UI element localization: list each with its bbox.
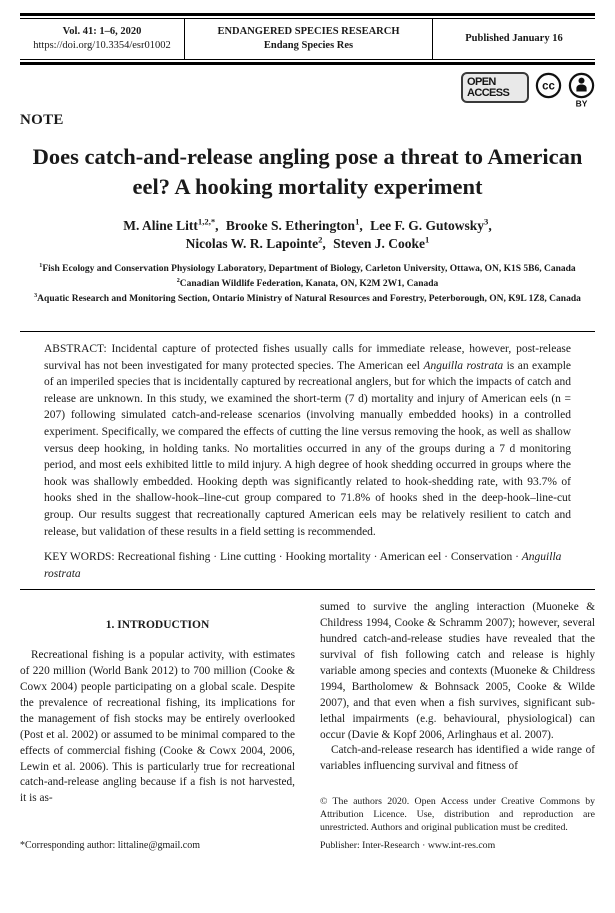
journal-name: ENDANGERED SPECIES RESEARCH (217, 26, 400, 37)
doi-link[interactable]: https://doi.org/10.3354/esr01002 (33, 40, 171, 51)
author: Steven J. Cooke$^1$ (333, 234, 430, 251)
intro-paragraph-left: Recreational fishing is a popular activity, with estimates of 220 million (World Bank 2012) to 700 million (Cooke & Cowx 2004) people participating on a global scale. Despite the prevalence of recreational fishing, its implications for the management of fish stocks may be entirely overlooked (Post et al. 2002) or assumed to be minimal compared to the effects of commercial fishing (Cooke & Cowx 2004, 2006, Lewin et al. 2006). This is particularly true for recreational catch-and-release angling because if a fish is not harvested, it is as- (20, 649, 295, 805)
keywords-text: KEY WORDS: Recreational fishing · Line cutting · Hooking mortality · American eel · Conservation · Anguilla rostrata (44, 551, 562, 580)
cc-by-icon (568, 72, 595, 108)
copyright-notice: © The authors 2020. Open Access under Creative Commons by Attribution Licence. Use, distribution and reproduction are unrestricted. Authors and original publication must be credited. (320, 795, 595, 833)
intro-paragraph-right-1: sumed to survive the angling interaction (Muoneke & Childress 1994, Cooke & Schramm 2007); however, several hundred catch-and-release studies have revealed that the survival of fish following catch and release is highly variable among species and contexts (Muoneke & Childress 1994, Bartholomew & Bohnsack 2005, Cooke & Wilde 2007), and that even when a fish survives, significant sub-lethal impairments (e.g. behavioural, physiological) can occur (Davie & Kopf 2006, Arlinghaus et al. 2007). (320, 601, 595, 741)
affiliation: $^1$Fish Ecology and Conservation Physiology Laboratory, Department of Biology, Carleton University, Ottawa, ON, K1S 5B6, Canada (39, 262, 576, 274)
right-column (320, 594, 595, 852)
publisher-label: Publisher: Inter-Research · (320, 840, 428, 852)
masthead-journal-cell (185, 19, 433, 59)
left-column (20, 594, 295, 852)
abstract-text: ABSTRACT: Incidental capture of protected fishes usually calls for immediate release, however, post-release survival has not been investigated for many protected species. The American eel Anguilla rostrata is an example of an imperiled species that is incidentally captured by recreational anglers, but for which the impacts of catch and release are unknown. In this study, we examined the short-term (7 d) mortality and injury of American eels (n = 207) following simulated catch-and-release scenarios (involving manually embedded hooks) in a controlled experiment. Specifically, we compared the effects of cutting the line versus removing the hook, as well as shallow versus deep hooking, in holding tanks. No mortalities occurred in any of the groups during a 7 d monitoring period, and most eels exhibited little to mild injury. A high degree of hook shedding occurred in groups where the hook was shallowly embedded. Hooking depth was significantly related to hook-shedding rate, with 93.7% of hooks shed in the shallow-hook–line-cut group compared to 71.8% of hooks shed in the deep-hook–line-cut group. Our results suggest that recreationally captured American eels may be relatively resilient to catch and release, but validation of these results in a field setting is recommended. (44, 343, 572, 538)
abstract-box (20, 331, 595, 590)
author: Nicolas W. R. Lapointe$^2$, (185, 234, 326, 251)
svg-text:cc: cc (542, 80, 555, 93)
author: Lee F. G. Gutowsky$^3$, (370, 216, 492, 233)
intro-paragraph-right-2: Catch-and-release research has identified a wide range of variables influencing survival and fitness of (320, 744, 595, 773)
badges-row (20, 72, 595, 106)
affiliation: $^3$Aquatic Research and Monitoring Section, Ontario Ministry of Natural Resources and Forestry, Peterborough, ON, K9L 1Z8, Canada (34, 292, 581, 304)
publisher-website-link[interactable]: www.int-res.com (427, 840, 496, 852)
volume-line: Vol. 41: 1–6, 2020 (62, 26, 142, 37)
open-access-line2: ACCESS (467, 86, 510, 99)
open-access-badge (461, 72, 529, 103)
publisher-line (320, 839, 595, 852)
footnote-label: *Corresponding author: (20, 840, 118, 852)
article-type-label: NOTE (20, 112, 64, 128)
affiliation: $^2$Canadian Wildlife Federation, Kanata, ON, K2M 2W1, Canada (176, 277, 439, 289)
corresponding-author-email[interactable]: littaline@gmail.com (117, 840, 201, 852)
section-heading-introduction: 1. INTRODUCTION (105, 619, 210, 632)
author-affil-sup: 1 (355, 216, 360, 227)
masthead (20, 13, 595, 65)
author: Brooke S. Etherington$^1$, (225, 216, 363, 233)
author-line (20, 217, 595, 253)
corresponding-author-footnote (20, 839, 295, 852)
body-columns (20, 594, 595, 852)
author-affil-sup: 1,2,* (197, 216, 216, 227)
masthead-volume-cell (20, 19, 185, 59)
svg-text:BY: BY (575, 98, 588, 108)
masthead-row (20, 19, 595, 59)
author-affil-sup: 1 (425, 234, 430, 245)
author-affil-sup: 2 (318, 234, 323, 245)
article-title: Does catch-and-release angling pose a threat to American eel? A hooking mortality experiment (32, 144, 583, 199)
masthead-published-cell (433, 19, 595, 59)
author: M. Aline Litt$^{1,2,*}$, (123, 216, 219, 233)
masthead-bottom-rule-thick (20, 62, 595, 65)
journal-abbrev: Endang Species Res (263, 40, 354, 51)
published-date: Published January 16 (465, 33, 563, 44)
author-affil-sup: 3 (484, 216, 489, 227)
open-access-line1: OPEN (467, 75, 496, 88)
affiliations (20, 263, 595, 306)
cc-icon (535, 72, 562, 99)
